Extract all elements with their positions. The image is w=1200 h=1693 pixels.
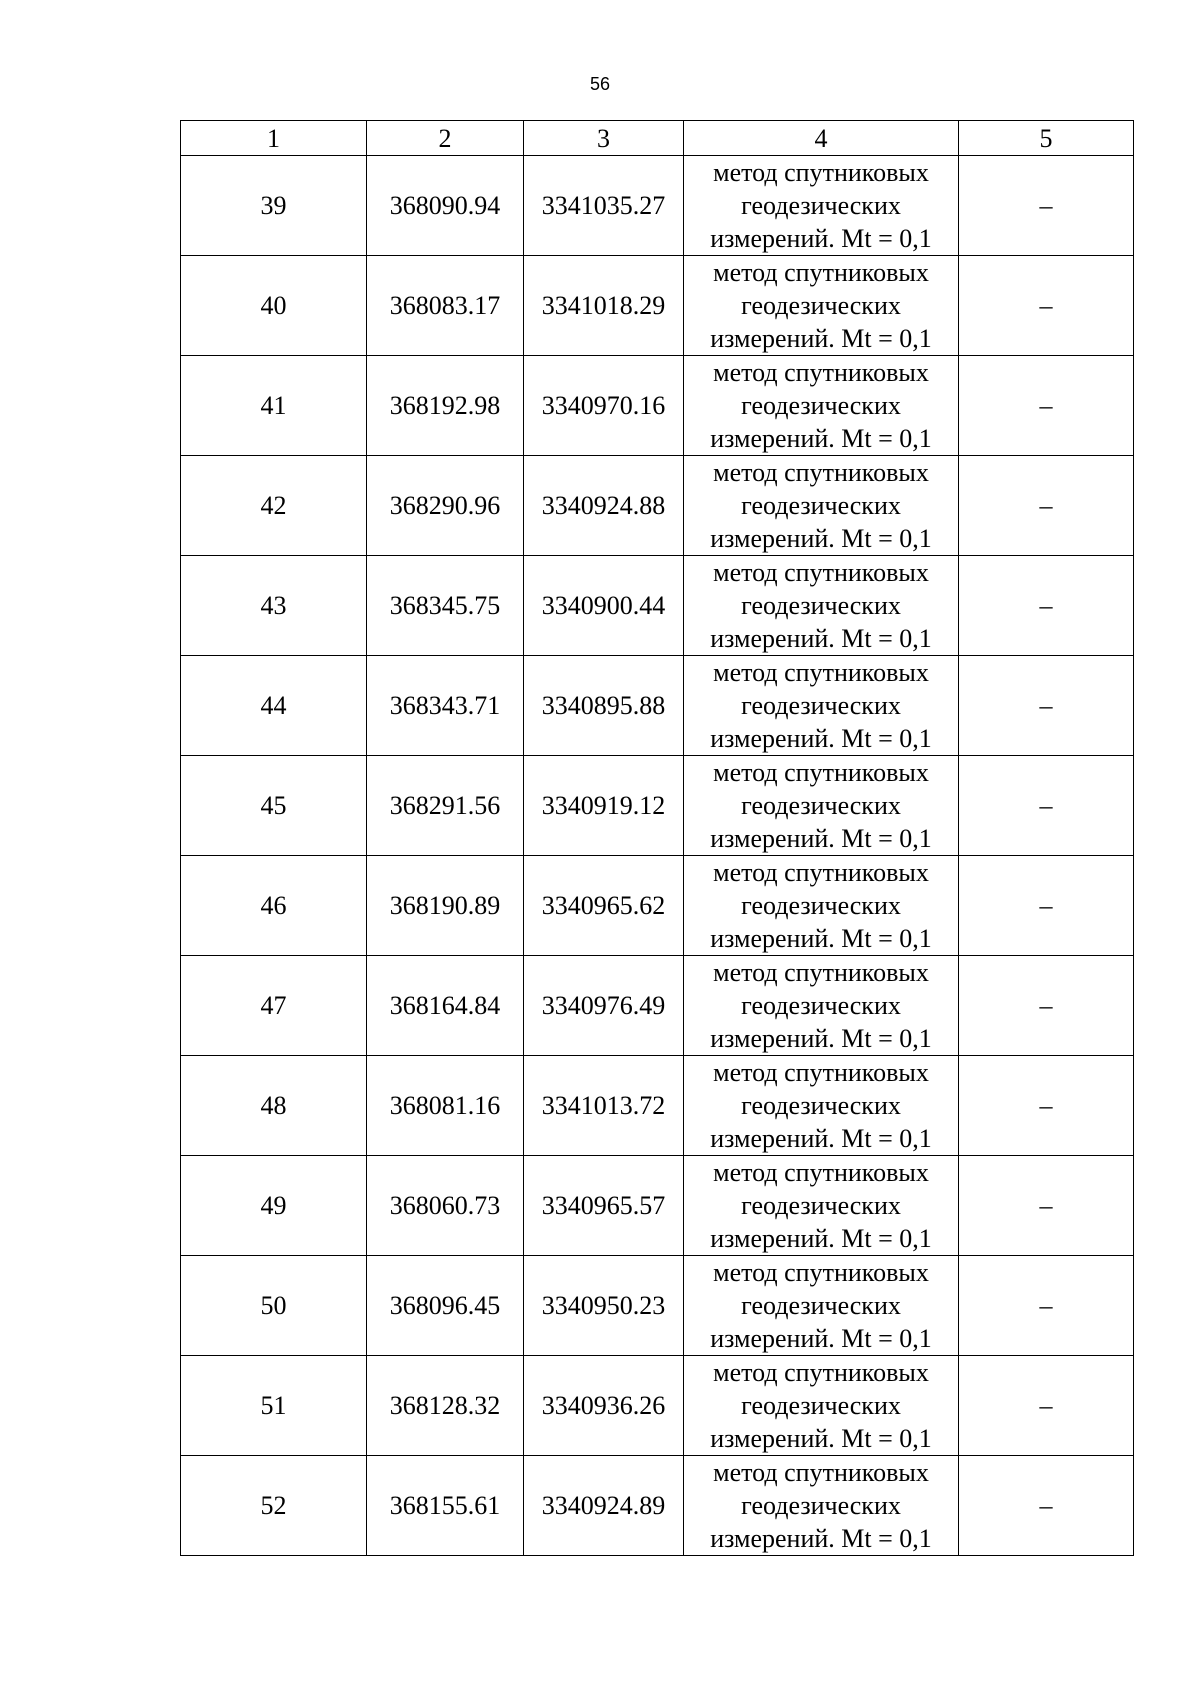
note-cell: – (959, 1056, 1134, 1156)
point-number-cell: 51 (181, 1356, 367, 1456)
table-row (181, 556, 1134, 656)
note-cell: – (959, 1456, 1134, 1556)
y-coordinate-cell: 3341018.29 (524, 256, 684, 356)
method-text-line: измерений. Mt = 0,1 (710, 924, 932, 953)
method-text-line: геодезических (741, 291, 901, 320)
note-cell: – (959, 1156, 1134, 1256)
method-text-line: метод спутниковых (713, 1058, 929, 1087)
method-text-line: измерений. Mt = 0,1 (710, 1024, 932, 1053)
note-cell: – (959, 1256, 1134, 1356)
point-number-cell: 39 (181, 156, 367, 256)
y-coordinate-cell: 3340936.26 (524, 1356, 684, 1456)
method-cell (684, 556, 959, 656)
x-coordinate-cell: 368081.16 (367, 1056, 524, 1156)
method-text-line: метод спутниковых (713, 158, 929, 187)
header-cell: 2 (367, 121, 524, 156)
method-text-line: измерений. Mt = 0,1 (710, 524, 932, 553)
method-text-line: геодезических (741, 891, 901, 920)
method-cell (684, 256, 959, 356)
method-text-line: измерений. Mt = 0,1 (710, 1324, 932, 1353)
table-row (181, 456, 1134, 556)
y-coordinate-cell: 3340950.23 (524, 1256, 684, 1356)
method-text-line: геодезических (741, 991, 901, 1020)
y-coordinate-cell: 3340900.44 (524, 556, 684, 656)
note-cell: – (959, 956, 1134, 1056)
method-text-line: измерений. Mt = 0,1 (710, 724, 932, 753)
table-row (181, 956, 1134, 1056)
point-number-cell: 45 (181, 756, 367, 856)
note-cell: – (959, 456, 1134, 556)
x-coordinate-cell: 368090.94 (367, 156, 524, 256)
x-coordinate-cell: 368083.17 (367, 256, 524, 356)
method-text-line: геодезических (741, 491, 901, 520)
method-text-line: метод спутниковых (713, 658, 929, 687)
table-row (181, 1456, 1134, 1556)
method-text-line: метод спутниковых (713, 858, 929, 887)
point-number-cell: 44 (181, 656, 367, 756)
method-text-line: метод спутниковых (713, 1358, 929, 1387)
table-row (181, 1156, 1134, 1256)
note-cell: – (959, 1356, 1134, 1456)
table-row (181, 856, 1134, 956)
x-coordinate-cell: 368128.32 (367, 1356, 524, 1456)
point-number-cell: 47 (181, 956, 367, 1056)
method-text-line: метод спутниковых (713, 1258, 929, 1287)
method-text-line: метод спутниковых (713, 758, 929, 787)
method-cell (684, 356, 959, 456)
method-text-line: метод спутниковых (713, 1158, 929, 1187)
method-text-line: геодезических (741, 1191, 901, 1220)
table-row (181, 1256, 1134, 1356)
y-coordinate-cell: 3340965.62 (524, 856, 684, 956)
header-cell: 5 (959, 121, 1134, 156)
table-header-row (181, 121, 1134, 156)
table-row (181, 756, 1134, 856)
y-coordinate-cell: 3341013.72 (524, 1056, 684, 1156)
method-text-line: метод спутниковых (713, 458, 929, 487)
note-cell: – (959, 756, 1134, 856)
y-coordinate-cell: 3341035.27 (524, 156, 684, 256)
point-number-cell: 41 (181, 356, 367, 456)
table-row (181, 1056, 1134, 1156)
page-number: 56 (589, 74, 611, 94)
method-text-line: метод спутниковых (713, 1458, 929, 1487)
point-number-cell: 52 (181, 1456, 367, 1556)
y-coordinate-cell: 3340924.88 (524, 456, 684, 556)
table-row (181, 256, 1134, 356)
method-cell (684, 656, 959, 756)
y-coordinate-cell: 3340924.89 (524, 1456, 684, 1556)
header-cell: 1 (181, 121, 367, 156)
x-coordinate-cell: 368155.61 (367, 1456, 524, 1556)
header-cell: 4 (684, 121, 959, 156)
method-text-line: метод спутниковых (713, 558, 929, 587)
method-text-line: измерений. Mt = 0,1 (710, 224, 932, 253)
note-cell: – (959, 856, 1134, 956)
point-number-cell: 46 (181, 856, 367, 956)
x-coordinate-cell: 368190.89 (367, 856, 524, 956)
method-text-line: геодезических (741, 391, 901, 420)
x-coordinate-cell: 368096.45 (367, 1256, 524, 1356)
method-cell (684, 1356, 959, 1456)
method-text-line: геодезических (741, 1391, 901, 1420)
method-text-line: геодезических (741, 1091, 901, 1120)
y-coordinate-cell: 3340895.88 (524, 656, 684, 756)
method-text-line: геодезических (741, 791, 901, 820)
point-number-cell: 40 (181, 256, 367, 356)
x-coordinate-cell: 368192.98 (367, 356, 524, 456)
x-coordinate-cell: 368291.56 (367, 756, 524, 856)
method-cell (684, 456, 959, 556)
method-cell (684, 1056, 959, 1156)
y-coordinate-cell: 3340919.12 (524, 756, 684, 856)
method-text-line: метод спутниковых (713, 958, 929, 987)
method-cell (684, 856, 959, 956)
method-cell (684, 1456, 959, 1556)
x-coordinate-cell: 368164.84 (367, 956, 524, 1056)
table-row (181, 156, 1134, 256)
x-coordinate-cell: 368060.73 (367, 1156, 524, 1256)
point-number-cell: 42 (181, 456, 367, 556)
table-row (181, 1356, 1134, 1456)
method-cell (684, 956, 959, 1056)
point-number-cell: 43 (181, 556, 367, 656)
method-text-line: измерений. Mt = 0,1 (710, 1424, 932, 1453)
point-number-cell: 48 (181, 1056, 367, 1156)
method-cell (684, 1256, 959, 1356)
method-text-line: измерений. Mt = 0,1 (710, 824, 932, 853)
method-text-line: геодезических (741, 191, 901, 220)
y-coordinate-cell: 3340976.49 (524, 956, 684, 1056)
table-row (181, 356, 1134, 456)
method-text-line: геодезических (741, 1291, 901, 1320)
x-coordinate-cell: 368345.75 (367, 556, 524, 656)
method-cell (684, 1156, 959, 1256)
note-cell: – (959, 256, 1134, 356)
point-number-cell: 50 (181, 1256, 367, 1356)
method-text-line: геодезических (741, 591, 901, 620)
note-cell: – (959, 656, 1134, 756)
method-text-line: геодезических (741, 1491, 901, 1520)
note-cell: – (959, 356, 1134, 456)
method-text-line: измерений. Mt = 0,1 (710, 1224, 932, 1253)
method-cell (684, 156, 959, 256)
method-text-line: измерений. Mt = 0,1 (710, 624, 932, 653)
x-coordinate-cell: 368290.96 (367, 456, 524, 556)
coordinates-table (180, 120, 1134, 1556)
method-text-line: метод спутниковых (713, 258, 929, 287)
point-number-cell: 49 (181, 1156, 367, 1256)
x-coordinate-cell: 368343.71 (367, 656, 524, 756)
header-cell: 3 (524, 121, 684, 156)
table-row (181, 656, 1134, 756)
method-text-line: измерений. Mt = 0,1 (710, 324, 932, 353)
y-coordinate-cell: 3340965.57 (524, 1156, 684, 1256)
note-cell: – (959, 156, 1134, 256)
note-cell: – (959, 556, 1134, 656)
method-text-line: геодезических (741, 691, 901, 720)
method-cell (684, 756, 959, 856)
method-text-line: измерений. Mt = 0,1 (710, 1124, 932, 1153)
method-text-line: измерений. Mt = 0,1 (710, 1524, 932, 1553)
method-text-line: измерений. Mt = 0,1 (710, 424, 932, 453)
method-text-line: метод спутниковых (713, 358, 929, 387)
y-coordinate-cell: 3340970.16 (524, 356, 684, 456)
